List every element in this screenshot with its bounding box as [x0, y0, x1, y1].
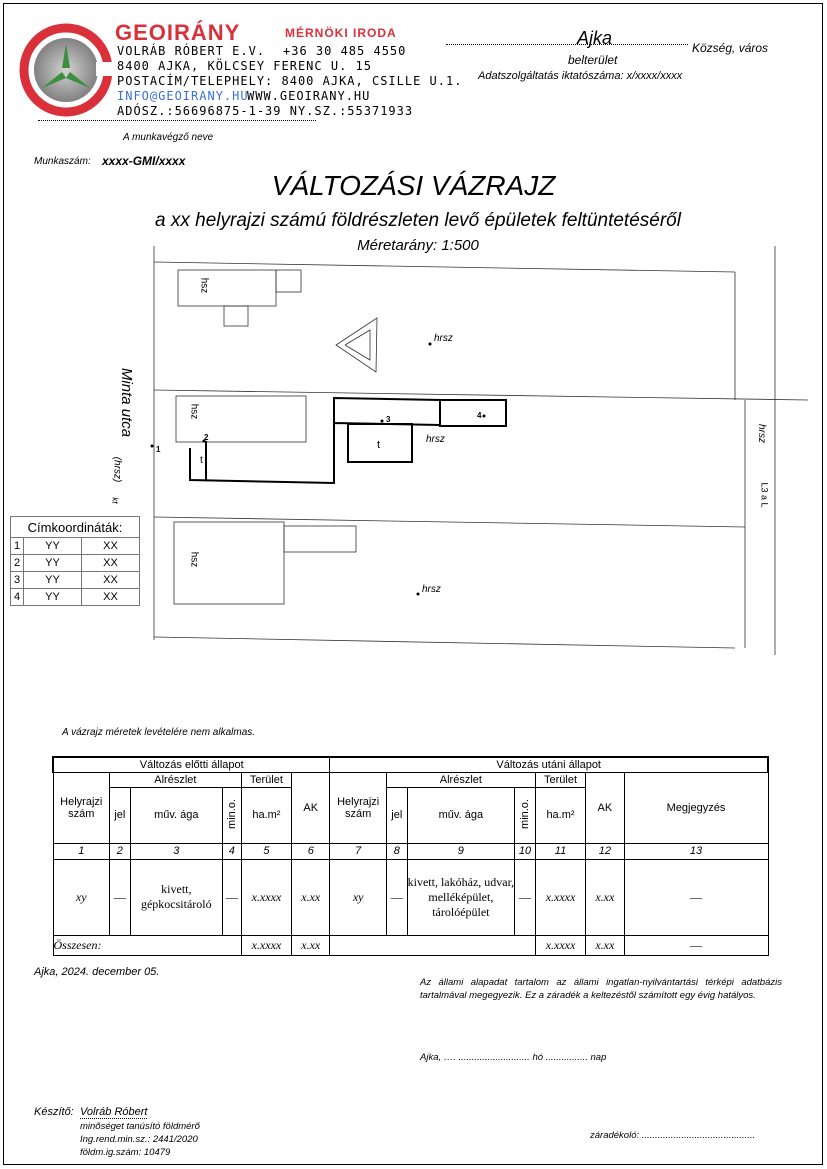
coord-x: XX	[82, 555, 140, 572]
coord-y: YY	[24, 572, 82, 589]
address-coordinates-table	[10, 516, 140, 606]
coord-y: YY	[24, 538, 82, 555]
before-header: Változás előtti állapot	[53, 757, 330, 772]
coord-y: YY	[24, 555, 82, 572]
col-number: 3	[130, 843, 222, 859]
company-email[interactable]: INFO@GEOIRANY.HU	[117, 89, 249, 103]
cell-ak: x.xx	[586, 859, 624, 935]
coord-x: XX	[82, 589, 140, 606]
hrsz-label-right: hrsz	[755, 424, 767, 443]
col-number: 13	[624, 843, 768, 859]
date-label: Ajka, 2024. december 05.	[34, 966, 160, 978]
col-terulet: Terület	[241, 772, 291, 787]
coord-x: XX	[82, 538, 140, 555]
col-alreszlet: Alrészlet	[386, 772, 535, 787]
col-number: 4	[222, 843, 241, 859]
cell-hrsz: xy	[330, 859, 387, 935]
col-ak: AK	[292, 772, 330, 843]
cell-ak: x.xx	[292, 859, 330, 935]
col-hrsz: Helyrajzi szám	[330, 772, 387, 843]
col-muv: műv. ága	[407, 787, 514, 843]
change-table	[52, 756, 769, 956]
clause-text: Az állami alapadat tartalom az állami ingatlan-nyilvántartási térképi adatbázis tartalmával megegyezik. Ez a záradék a keltezéstől számított egy évig hatályos.	[420, 977, 782, 1001]
scale-label: Méretarány: 1:500	[357, 237, 479, 254]
street-hrsz: (hrsz)	[111, 456, 123, 483]
total-ak: x.xx	[586, 935, 624, 955]
hsz-label-bottom: hsz	[188, 551, 200, 568]
point-3: 3	[386, 415, 391, 424]
brand-name: GEOIRÁNY	[115, 20, 241, 45]
company-tax: ADÓSZ.:56696875-1-39 NY.SZ.:55371933	[117, 104, 414, 118]
company-name: VOLRÁB RÓBERT E.V.	[117, 44, 266, 58]
col-ham2: ha.m²	[535, 787, 585, 843]
cell-hrsz: xy	[53, 859, 110, 935]
clause-date: Ajka, …. ........................... hó ................ nap	[420, 1052, 607, 1063]
total-label: Összesen:	[53, 935, 241, 955]
col-number: 8	[386, 843, 407, 859]
col-terulet: Terület	[535, 772, 585, 787]
cell-jel: —	[110, 859, 131, 935]
point-1: 1	[156, 445, 161, 454]
col-number: 10	[515, 843, 536, 859]
coord-num: 4	[11, 589, 24, 606]
municipality: Ajka	[577, 28, 613, 48]
maker-reg: Ing.rend.min.sz.: 2441/2020	[80, 1134, 198, 1145]
company-postal: POSTACÍM/TELEPHELY: 8400 AJKA, CSILLE U.1.	[117, 74, 463, 88]
building-t-left: t	[200, 455, 203, 466]
total-terulet: x.xxxx	[241, 935, 291, 955]
page-title: VÁLTOZÁSI VÁZRAJZ	[271, 170, 556, 201]
coord-num: 3	[11, 572, 24, 589]
total-ak: x.xx	[292, 935, 330, 955]
col-number: 7	[330, 843, 387, 859]
service-number: Adatszolgáltatás iktatószáma: x/xxxx/xxxx	[478, 70, 683, 82]
col-mino: min.o.	[225, 798, 238, 829]
hrsz-label-top: hrsz	[434, 333, 453, 344]
hrsz-label-mid: hrsz	[426, 434, 445, 445]
point-4: 4	[477, 411, 482, 420]
col-mino: min.o.	[518, 798, 531, 829]
building-t-right: t	[377, 439, 381, 451]
total-row	[53, 935, 768, 955]
cell-terulet: x.xxxx	[535, 859, 585, 935]
hsz-label-mid: hsz	[188, 403, 200, 420]
col-number: 6	[292, 843, 330, 859]
cell-jel: —	[386, 859, 407, 935]
coord-num: 1	[11, 538, 24, 555]
after-header: Változás utáni állapot	[330, 757, 768, 772]
coords-title: Címkoordináták:	[11, 517, 140, 538]
closer-label: záradékoló: ...........................................	[590, 1130, 756, 1141]
col-megjegyzes: Megjegyzés	[624, 772, 768, 843]
sketch-note: A vázrajz méretek levételére nem alkalmas.	[62, 727, 256, 738]
col-jel: jel	[386, 787, 407, 843]
col-number: 5	[241, 843, 291, 859]
cell-mino: —	[515, 859, 536, 935]
job-number: xxxx-GMI/xxxx	[102, 154, 186, 168]
kt-label: kt	[110, 497, 120, 504]
cell-terulet: x.xxxx	[241, 859, 291, 935]
job-label: Munkaszám:	[34, 156, 91, 167]
worker-label: A munkavégző neve	[123, 132, 214, 143]
company-address: 8400 AJKA, KÖLCSEY FERENC U. 15	[117, 59, 372, 73]
hsz-label-top: hsz	[198, 277, 210, 294]
company-phone: +36 30 485 4550	[283, 44, 407, 58]
total-megjegyzes: —	[624, 935, 768, 955]
col-ak: AK	[586, 772, 624, 843]
maker-reg2: földm.ig.szám: 10479	[80, 1147, 171, 1158]
col-ham2: ha.m²	[241, 787, 291, 843]
coord-x: XX	[82, 572, 140, 589]
side-label: L3 a L	[759, 482, 770, 508]
col-number: 1	[53, 843, 110, 859]
area-label: belterület	[568, 53, 618, 67]
hrsz-label-bottom: hrsz	[422, 584, 441, 595]
col-number: 12	[586, 843, 624, 859]
col-muv: műv. ága	[130, 787, 222, 843]
cell-muv: kivett, gépkocsitároló	[130, 859, 222, 935]
brand-suffix: MÉRNÖKI IRODA	[285, 26, 397, 40]
coord-y: YY	[24, 589, 82, 606]
col-number: 9	[407, 843, 514, 859]
col-number: 2	[110, 843, 131, 859]
total-terulet: x.xxxx	[535, 935, 585, 955]
coord-num: 2	[11, 555, 24, 572]
street-name: Minta utca	[118, 367, 136, 438]
company-web[interactable]: WWW.GEOIRANY.HU	[247, 89, 371, 103]
col-hrsz: Helyrajzi szám	[53, 772, 110, 843]
cell-muv: kivett, lakóház, udvar, melléképület, tárolóépület	[407, 859, 514, 935]
maker-name: Volráb Róbert	[80, 1106, 148, 1118]
col-number: 11	[535, 843, 585, 859]
point-2: 2	[204, 433, 209, 442]
maker-label: Készítő:	[34, 1106, 74, 1118]
col-alreszlet: Alrészlet	[110, 772, 242, 787]
cell-mino: —	[222, 859, 241, 935]
maker-role: minőséget tanúsító földmérő	[80, 1121, 200, 1132]
page-subtitle: a xx helyrajzi számú földrészleten levő épületek feltüntetéséről	[155, 210, 681, 231]
table-row	[53, 859, 768, 935]
col-jel: jel	[110, 787, 131, 843]
municipality-label: Község, város	[692, 41, 769, 55]
cell-megjegyzes: —	[624, 859, 768, 935]
